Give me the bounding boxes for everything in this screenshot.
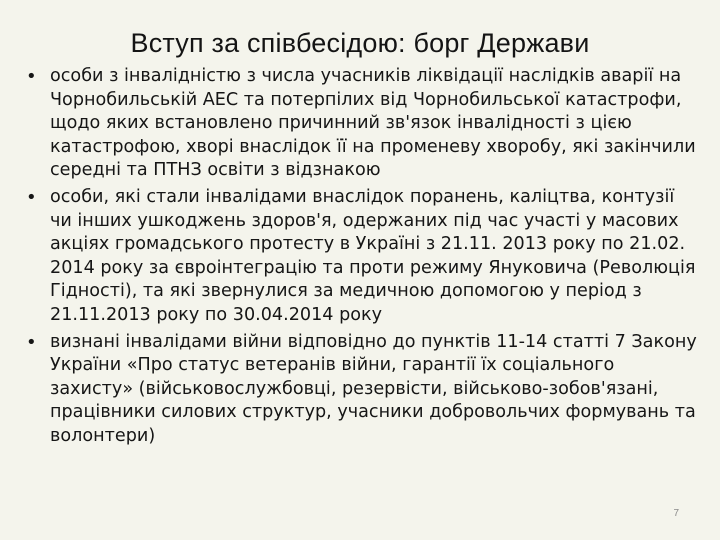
bullet-item: [26, 65, 698, 183]
bullet-item: [26, 331, 698, 449]
bullet-list: [26, 65, 698, 452]
bullet-text: особи з інвалідністю з числа учасників ліквідації наслідків аварії на Чорнобильській АЕС та потерпілих від Чорнобильської катастрофи, щодо яких встановлено причинний зв'язок інвалідності з цією катастрофою, хворі внаслідок її на променеву хворобу, які закінчили середні та ПТНЗ освіти з відзнакою: [50, 66, 696, 181]
page-number: 7: [673, 508, 679, 519]
slide-title: Вступ за співбесідою: борг Держави: [130, 28, 590, 58]
bullet-marker: •: [26, 186, 37, 208]
bullet-item: [26, 186, 698, 328]
bullet-text: особи, які стали інвалідами внаслідок поранень, каліцтва, контузії чи інших ушкоджень здоров'я, одержаних під час участі у масових акціях громадського протесту в Україні з 21.11. 2013 року по 21.02. 2014 року за євроінтеграцію та проти режиму Януковича (Революція Гідності), та які звернулися за медичною допомогою у період з 21.11.2013 року по 30.04.2014 року: [50, 186, 696, 325]
bullet-marker: •: [26, 66, 37, 87]
bullet-marker: •: [26, 331, 37, 353]
bullet-text: визнані інвалідами війни відповідно до пунктів 11-14 статті 7 Закону України «Про статус ветеранів війни, гарантії їх соціального захисту» (військовослужбовці, резервісти, військово-зобов'язані, працівники силових структур, учасники добровольчих формувань та волонтери): [50, 331, 697, 446]
